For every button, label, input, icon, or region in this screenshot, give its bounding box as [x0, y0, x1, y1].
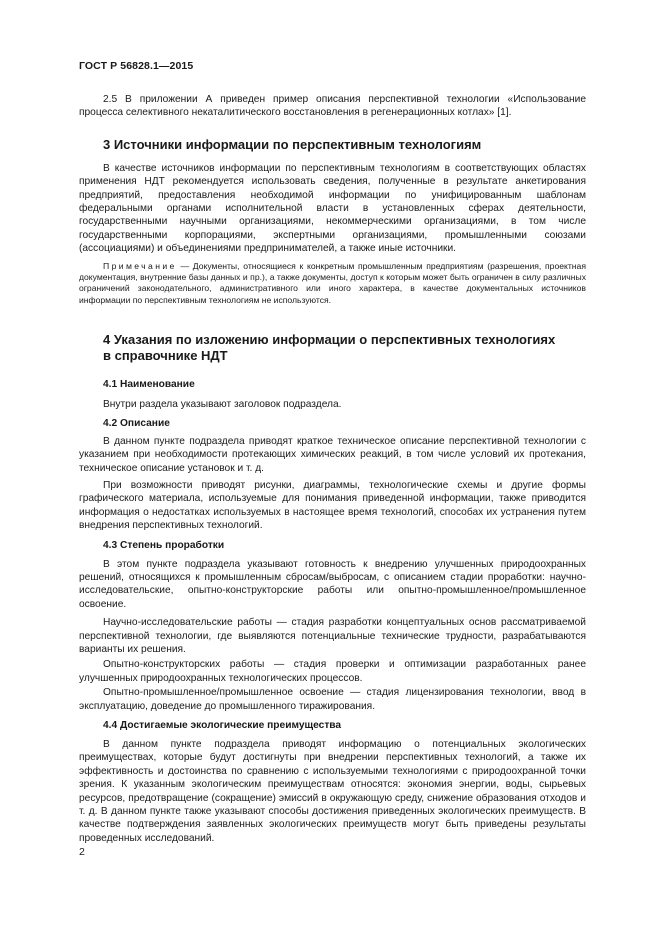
paragraph-2-5: 2.5 В приложении А приведен пример описания перспективной технологии «Использование процесса селективного некаталитического восстановления в регенерационных котлах» [1]. — [79, 94, 586, 119]
note-label: Примечание — [103, 260, 177, 271]
subsection-4-3-paragraph-1: В этом пункте подраздела указывают готовность к внедрению улучшенных природоохранных решений, относящихся к промышленным сбросам/выбросам, с описанием стадии проработки: научно-исследовательские, опытно-конструкторские работы или опытно-промышленное/промышленное освоение. — [79, 558, 586, 610]
subsection-4-3-paragraph-4: Опытно-промышленное/промышленное освоение — стадия лицензирования технологии, ввод в эксплуатацию, доведение до промышленного тиражирования. — [79, 687, 586, 712]
subsection-4-2-paragraph-2: При возможности приводят рисунки, диаграммы, технологические схемы и другие формы графического материала, используемые для понимания приведенной информации, также приводится информация о недостатках используемых в настоящее время технологий, способах их устранения путем внедрения перспективных технологий. — [79, 479, 586, 532]
subsection-4-2-paragraph-1: В данном пункте подраздела приводят краткое техническое описание перспективной технологии с указанием при необходимости протекающих химических реакций, в том числе условий их протекания, техническое описание установок и т. д. — [79, 435, 586, 474]
subsection-4-1-title: 4.1 Наименование — [103, 379, 195, 391]
section-3-note — [79, 261, 586, 307]
subsection-4-2-title: 4.2 Описание — [103, 417, 170, 429]
subsection-4-3-title: 4.3 Степень проработки — [103, 539, 225, 551]
note-text: — Документы, относящиеся к конкретным промышленным предприятиям (разрешения, проектная документация, внутренние базы данных и пр.), а также документы, доступ к которым может быть ограничен в силу различных ограничений законодательного, административного или иного характера, в качестве документальных источников информации по перспективным технологиям не используются. — [79, 260, 586, 305]
subsection-4-3-paragraph-2: Научно-исследовательские работы — стадия разработки концептуальных основ рассматриваемой перспективной технологии, где выявляются потенциальные технические трудности, разрабатываются варианты их решения. — [79, 617, 586, 655]
section-3-paragraph: В качестве источников информации по перспективным технологиям в соответствующих областях применения НДТ рекомендуется использовать сведения, полученные в результате анкетирования предприятий, предоставления необходимой информации по унифицированным шаблонам федеральными органами исполнительной власти в установленных сферах деятельности, государственными научными организациями, некоммерческими организациями, в том числе государственными корпорациями, экспертными организациями, промышленными союзами (ассоциациями) и объединениями предпринимателей, а также иные источники. — [79, 162, 586, 255]
section-4-title: 4 Указания по изложению информации о перспективных технологиях в справочнике НДТ — [103, 332, 556, 364]
section-3-title: 3 Источники информации по перспективным технологиям — [103, 136, 482, 152]
subsection-4-4-paragraph: В данном пункте подраздела приводят информацию о потенциальных экологических преимуществах, которые будут достигнуты при внедрении перспективных технологий, а также их эффективность и достоинства по сравнению с используемыми технологиями с природоохранной точки зрения. К указанным экологическим преимуществам относятся: экономия энергии, воды, сырьевых ресурсов, предотвращение (сокращение) эмиссий в окружающую среду, снижение образования отходов и т. д. В данном пункте также указывают способы достижения приведенных экологических преимуществ. В качестве подтверждения заявленных экологических преимуществ могут быть приведены результаты проведенных исследований. — [79, 739, 586, 844]
subsection-4-3-paragraph-3: Опытно-конструкторских работы — стадия проверки и оптимизации разработанных ранее улучшенных природоохранных технологических процессов. — [79, 659, 586, 684]
subsection-4-4-title: 4.4 Достигаемые экологические преимущества — [103, 720, 342, 731]
page-content — [79, 88, 586, 845]
subsection-4-1-paragraph: Внутри раздела указывают заголовок подраздела. — [103, 399, 342, 411]
document-code: ГОСТ Р 56828.1—2015 — [79, 60, 194, 72]
page-number: 2 — [79, 846, 85, 858]
